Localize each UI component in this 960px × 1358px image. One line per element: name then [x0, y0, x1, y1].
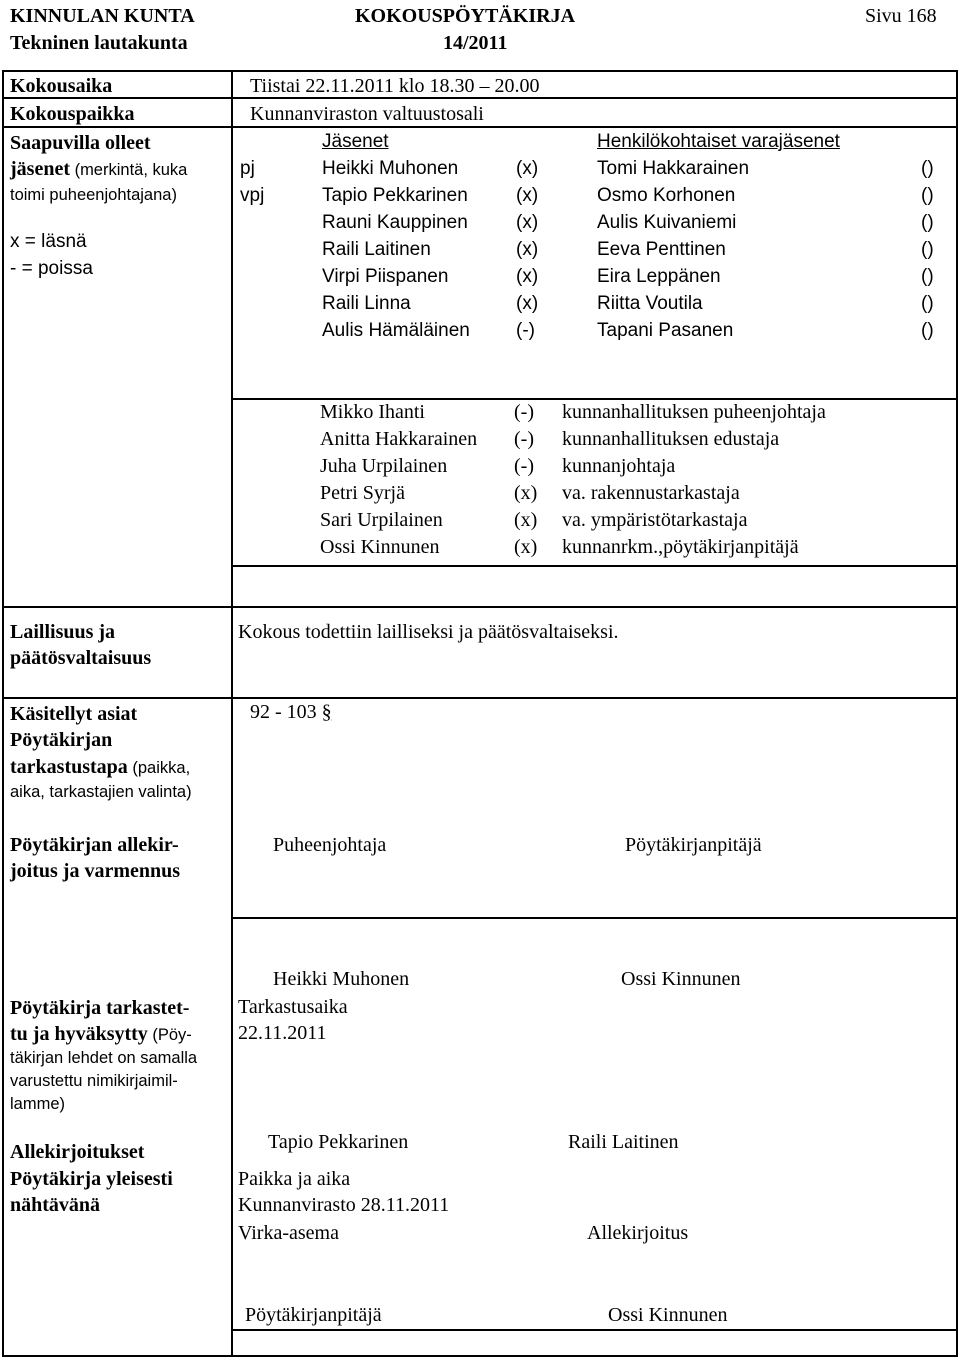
- member-mark: (x): [516, 158, 539, 179]
- public-signer: Ossi Kinnunen: [608, 1304, 728, 1326]
- chair-name: Heikki Muhonen: [273, 968, 410, 990]
- deputy-mark: (): [921, 266, 934, 287]
- attendance-label-1: Saapuvilla olleet: [10, 132, 151, 154]
- inspection-label-1: Pöytäkirja tarkastet-: [10, 997, 190, 1019]
- public-place-value: Kunnanvirasto 28.11.2011: [238, 1194, 450, 1216]
- member-name: Tapio Pekkarinen: [322, 185, 468, 206]
- meeting-time-label: Kokousaika: [10, 75, 113, 97]
- member-role: vpj: [240, 185, 265, 206]
- public-label-2: nähtävänä: [10, 1194, 101, 1216]
- member-mark: (-): [516, 320, 535, 341]
- member-name: Aulis Hämäläinen: [322, 320, 470, 341]
- member-mark: (x): [516, 266, 539, 287]
- deputy-mark: (): [921, 212, 934, 233]
- doc-type: KOKOUSPÖYTÄKIRJA: [355, 5, 576, 27]
- member-name: Raili Laitinen: [322, 239, 431, 260]
- inspection-label-3: täkirjan lehdet on samalla: [10, 1049, 198, 1067]
- other-mark: (-): [514, 455, 534, 477]
- legend-absent: - = poissa: [10, 258, 93, 279]
- inspector-1: Tapio Pekkarinen: [268, 1131, 409, 1153]
- other-name: Ossi Kinnunen: [320, 536, 440, 558]
- member-mark: (x): [516, 293, 539, 314]
- other-title: kunnanhallituksen edustaja: [562, 428, 780, 450]
- deputy-mark: (): [921, 158, 934, 179]
- deputy-name: Tapani Pasanen: [597, 320, 734, 341]
- other-title: va. rakennustarkastaja: [562, 482, 740, 504]
- inspection-label-2: tu ja hyväksytty (Pöy-: [10, 1023, 192, 1045]
- meeting-place-value: Kunnanviraston valtuustosali: [250, 103, 484, 125]
- other-name: Petri Syrjä: [320, 482, 405, 504]
- items-label: Käsitellyt asiat: [10, 703, 138, 725]
- inspection-time-value: 22.11.2011: [238, 1022, 327, 1044]
- legality-label-1: Laillisuus ja: [10, 621, 116, 643]
- other-title: kunnanrkm.,pöytäkirjanpitäjä: [562, 536, 799, 558]
- legality-value: Kokous todettiin lailliseksi ja päätösvaltaiseksi.: [238, 621, 619, 643]
- other-title: kunnanhallituksen puheenjohtaja: [562, 401, 826, 423]
- secretary-title: Pöytäkirjanpitäjä: [625, 834, 762, 856]
- deputy-mark: (): [921, 185, 934, 206]
- attendance-label-3: toimi puheenjohtajana): [10, 186, 177, 204]
- members-header: Jäsenet: [322, 131, 389, 152]
- other-title: kunnanjohtaja: [562, 455, 676, 477]
- doc-number: 14/2011: [443, 32, 508, 54]
- deputy-mark: (): [921, 320, 934, 341]
- deputy-name: Eeva Penttinen: [597, 239, 726, 260]
- deputy-name: Tomi Hakkarainen: [597, 158, 750, 179]
- review-label-3: aika, tarkastajien valinta): [10, 783, 192, 801]
- deputy-mark: (): [921, 239, 934, 260]
- legend-present: x = läsnä: [10, 231, 87, 252]
- unit-name: Tekninen lautakunta: [10, 32, 188, 54]
- inspection-label-5: lamme): [10, 1095, 66, 1113]
- meeting-time-value: Tiistai 22.11.2011 klo 18.30 – 20.00: [250, 75, 540, 97]
- deputy-name: Aulis Kuivaniemi: [597, 212, 737, 233]
- deputy-name: Osmo Korhonen: [597, 185, 736, 206]
- member-name: Heikki Muhonen: [322, 158, 459, 179]
- member-name: Raili Linna: [322, 293, 411, 314]
- deputy-name: Riitta Voutila: [597, 293, 703, 314]
- other-mark: (x): [514, 509, 538, 531]
- chair-title: Puheenjohtaja: [273, 834, 387, 856]
- other-title: va. ympäristötarkastaja: [562, 509, 748, 531]
- review-label-1: Pöytäkirjan: [10, 729, 113, 751]
- public-label-1: Pöytäkirja yleisesti: [10, 1168, 173, 1190]
- position-value: Pöytäkirjanpitäjä: [245, 1304, 382, 1326]
- signing-label-2: joitus ja varmennus: [10, 860, 181, 882]
- other-name: Anitta Hakkarainen: [320, 428, 478, 450]
- deputy-mark: (): [921, 293, 934, 314]
- attendance-label-2: jäsenet (merkintä, kuka: [10, 158, 188, 180]
- items-value: 92 - 103 §: [250, 701, 332, 723]
- other-mark: (x): [514, 536, 538, 558]
- page-number: Sivu 168: [865, 5, 937, 27]
- member-name: Rauni Kauppinen: [322, 212, 468, 233]
- position-label: Virka-asema: [238, 1222, 339, 1244]
- signing-label-1: Pöytäkirjan allekir-: [10, 834, 179, 856]
- deputies-header: Henkilökohtaiset varajäsenet: [597, 131, 840, 152]
- inspection-label-4: varustettu nimikirjaimil-: [10, 1072, 178, 1090]
- meeting-place-label: Kokouspaikka: [10, 103, 135, 125]
- legality-label-2: päätösvaltaisuus: [10, 647, 152, 669]
- member-role: pj: [240, 158, 255, 179]
- other-mark: (-): [514, 401, 534, 423]
- member-name: Virpi Piispanen: [322, 266, 449, 287]
- secretary-name: Ossi Kinnunen: [621, 968, 741, 990]
- signature-label: Allekirjoitus: [587, 1222, 689, 1244]
- review-label-2: tarkastustapa (paikka,: [10, 756, 191, 778]
- inspector-2: Raili Laitinen: [568, 1131, 679, 1153]
- deputy-name: Eira Leppänen: [597, 266, 721, 287]
- other-mark: (x): [514, 482, 538, 504]
- org-name: KINNULAN KUNTA: [10, 5, 195, 27]
- signatures-label: Allekirjoitukset: [10, 1141, 145, 1163]
- member-mark: (x): [516, 212, 539, 233]
- other-name: Juha Urpilainen: [320, 455, 448, 477]
- other-name: Mikko Ihanti: [320, 401, 425, 423]
- other-mark: (-): [514, 428, 534, 450]
- member-mark: (x): [516, 185, 539, 206]
- inspection-time-label: Tarkastusaika: [238, 996, 348, 1018]
- member-mark: (x): [516, 239, 539, 260]
- other-name: Sari Urpilainen: [320, 509, 443, 531]
- public-place-label: Paikka ja aika: [238, 1168, 351, 1190]
